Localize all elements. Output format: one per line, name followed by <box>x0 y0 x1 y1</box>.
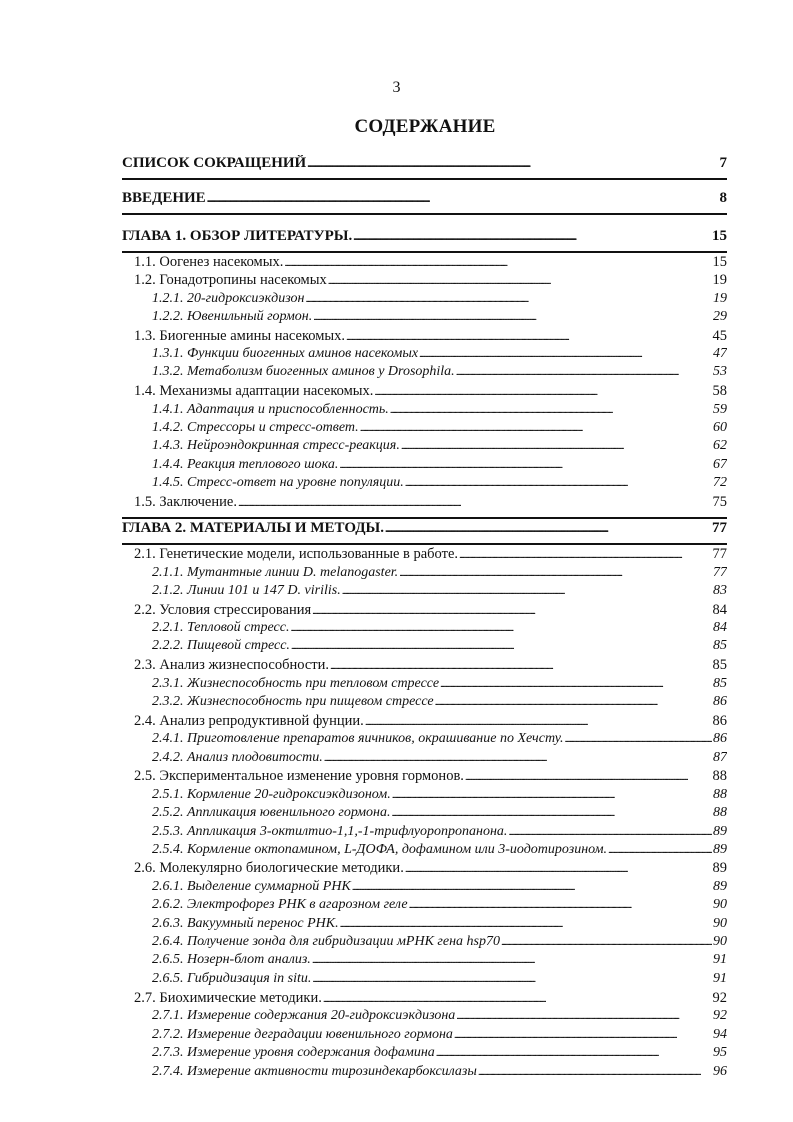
toc-entry-title: 2.6.2. Электрофорез РНК в агарозном геле <box>152 897 408 912</box>
toc-title: СОДЕРЖАНИЕ <box>354 116 496 137</box>
dot-leader <box>419 346 712 362</box>
toc-entry-title: 2.3. Анализ жизнеспособности. <box>134 657 329 673</box>
toc-entry-page: 75 <box>712 494 727 510</box>
dot-leader <box>312 952 712 968</box>
toc-entry-page: 77 <box>712 520 727 536</box>
toc-entry-page: 53 <box>713 364 727 379</box>
toc-entry-title: 1.4. Механизмы адаптации насекомых. <box>134 383 374 399</box>
toc-entry <box>152 1008 727 1024</box>
toc-entry <box>152 346 727 362</box>
toc-entry-title: 2.6. Молекулярно биологические методики. <box>134 860 404 876</box>
section-divider <box>122 213 727 215</box>
toc-entry <box>152 565 727 581</box>
section-divider <box>122 543 727 545</box>
dot-leader <box>565 731 712 747</box>
toc-entry <box>134 272 727 289</box>
toc-entry-title: 2.3.1. Жизнеспособность при тепловом стрессе <box>152 676 440 691</box>
toc-entry-page: 77 <box>713 565 727 580</box>
dot-leader <box>465 768 712 785</box>
toc-entry-title: 1.1. Оогенез насекомых. <box>134 254 284 270</box>
toc-entry <box>152 438 727 454</box>
toc-entry-page: 84 <box>713 620 727 635</box>
toc-entry <box>152 787 727 803</box>
toc-entry <box>152 620 727 636</box>
toc-entry-title: 2.4.2. Анализ плодовитости. <box>152 750 323 765</box>
toc-entry-title: 2.7. Биохимические методики. <box>134 990 322 1006</box>
dot-leader <box>312 971 712 987</box>
toc-entry <box>134 990 727 1007</box>
toc-entry-title: 2.4. Анализ репродуктивной фунции. <box>134 713 364 729</box>
toc-entry-title: 2.1.1. Мутантные линии D. melanogaster. <box>152 565 399 580</box>
toc-entry <box>134 254 727 271</box>
dot-leader <box>312 602 711 619</box>
toc-entry-title: ВВЕДЕНИЕ <box>122 190 206 206</box>
toc-entry <box>122 155 727 172</box>
toc-entry <box>134 860 727 877</box>
toc-entry-page: 15 <box>712 254 727 270</box>
dot-leader <box>238 494 712 511</box>
dot-leader <box>459 546 712 563</box>
toc-entry-page: 89 <box>713 879 727 894</box>
toc-entry-title: 1.4.2. Стрессоры и стресс-ответ. <box>152 420 359 435</box>
toc-entry <box>134 546 727 563</box>
toc-entry-title: ГЛАВА 1. ОБЗОР ЛИТЕРАТУРЫ. <box>122 228 353 244</box>
dot-leader <box>291 638 712 654</box>
toc-entry-page: 86 <box>712 713 727 729</box>
toc-entry <box>122 520 727 537</box>
dot-leader <box>328 272 712 289</box>
toc-entry <box>152 952 727 968</box>
section-divider <box>122 251 727 253</box>
toc-entry-page: 19 <box>713 291 727 306</box>
toc-entry-page: 67 <box>713 457 727 472</box>
dot-leader <box>608 842 712 858</box>
toc-entry-title: 2.7.3. Измерение уровня содержания дофамина <box>152 1045 435 1060</box>
toc-entry <box>152 364 727 380</box>
toc-entry-title: 2.6.3. Вакуумный перенос РНК. <box>152 916 339 931</box>
toc-entry <box>134 328 727 345</box>
toc-entry-page: 96 <box>713 1064 727 1079</box>
toc-entry <box>152 897 727 913</box>
toc-entry-page: 29 <box>713 309 727 324</box>
dot-leader <box>360 420 712 436</box>
toc-entry-page: 88 <box>713 805 727 820</box>
toc-entry-title: 2.4.1. Приготовление препаратов яичников, окрашивание по Хечсту. <box>152 731 564 746</box>
toc-entry <box>152 1045 727 1061</box>
toc-entry <box>134 602 727 619</box>
toc-entry-page: 85 <box>713 676 727 691</box>
toc-entry <box>152 583 727 599</box>
toc-entry-page: 15 <box>712 228 727 244</box>
toc-entry-title: 1.4.1. Адаптация и приспособленность. <box>152 402 389 417</box>
dot-leader <box>290 620 712 636</box>
toc-entry-page: 77 <box>712 546 727 562</box>
toc-entry-title: 2.7.1. Измерение содержания 20-гидроксиэкдизона <box>152 1008 456 1023</box>
dot-leader <box>323 990 712 1007</box>
toc-entry-title: 2.3.2. Жизнеспособность при пищевом стрессе <box>152 694 434 709</box>
section-divider <box>122 178 727 180</box>
toc-entry-page: 90 <box>713 897 727 912</box>
toc-entry-title: 1.3.1. Функции биогенных аминов насекомых <box>152 346 419 361</box>
dot-leader <box>454 1027 712 1043</box>
toc-entry <box>152 457 727 473</box>
toc-entry <box>134 494 727 511</box>
toc-entry-title: СПИСОК СОКРАЩЕНИЙ <box>122 155 307 171</box>
toc-entry <box>134 657 727 674</box>
toc-entry <box>152 420 727 436</box>
dot-leader <box>385 520 711 537</box>
toc-entry-page: 89 <box>712 860 727 876</box>
toc-entry <box>122 228 727 245</box>
toc-entry-title: 2.1. Генетические модели, использованные в работе. <box>134 546 458 562</box>
dot-leader <box>508 824 712 840</box>
dot-leader <box>284 254 711 271</box>
toc-entry <box>152 309 727 325</box>
toc-entry <box>152 879 727 895</box>
dot-leader <box>405 860 712 877</box>
dot-leader <box>307 155 718 172</box>
toc-entry <box>152 1027 727 1043</box>
toc-entry <box>152 402 727 418</box>
toc-entry-page: 83 <box>713 583 727 598</box>
dot-leader <box>456 1008 712 1024</box>
toc-entry-page: 84 <box>712 602 727 618</box>
page-number: 3 <box>392 79 401 96</box>
toc-entry-title: 1.2.1. 20-гидроксиэкдизон <box>152 291 305 306</box>
toc-entry-page: 90 <box>713 934 727 949</box>
toc-entry-page: 45 <box>712 328 727 344</box>
toc-entry-page: 92 <box>712 990 727 1006</box>
toc-entry-page: 59 <box>713 402 727 417</box>
toc-entry <box>152 805 727 821</box>
toc-entry-page: 86 <box>713 731 727 746</box>
toc-entry <box>122 190 727 207</box>
toc-entry-page: 87 <box>713 750 727 765</box>
toc-entry-title: 2.2. Условия стрессирования <box>134 602 312 618</box>
toc-entry-page: 85 <box>713 638 727 653</box>
toc-entry-title: 2.5.4. Кормление октопамином, L-ДОФА, дофамином или 3-иодотирозином. <box>152 842 608 857</box>
toc-entry-title: 2.6.1. Выделение суммарной РНК <box>152 879 351 894</box>
toc-entry-title: 1.3.2. Метаболизм биогенных аминов у Drosophila. <box>152 364 455 379</box>
toc-entry <box>152 842 727 858</box>
toc-entry-page: 94 <box>713 1027 727 1042</box>
toc-entry-title: 2.5.3. Аппликация 3-октилтио-1,1,-1-трифлуоропропанона. <box>152 824 508 839</box>
toc-entry-page: 62 <box>713 438 727 453</box>
dot-leader <box>392 805 713 821</box>
toc-entry <box>152 750 727 766</box>
toc-entry <box>134 768 727 785</box>
toc-entry <box>152 1064 727 1080</box>
toc-entry <box>152 971 727 987</box>
dot-leader <box>392 787 712 803</box>
toc-entry-title: 2.1.2. Линии 101 и 147 D. virilis. <box>152 583 341 598</box>
toc-entry-title: 1.4.4. Реакция теплового шока. <box>152 457 339 472</box>
dot-leader <box>339 457 712 473</box>
dot-leader <box>401 438 712 454</box>
dot-leader <box>352 879 712 895</box>
toc-entry-page: 86 <box>713 694 727 709</box>
toc-entry-title: 1.2. Гонадотропины насекомых <box>134 272 327 288</box>
toc-entry <box>134 713 727 730</box>
toc-entry-title: 2.7.4. Измерение активности тирозиндекарбоксилазы <box>152 1064 477 1079</box>
dot-leader <box>342 583 712 599</box>
toc-entry-page: 8 <box>719 190 727 206</box>
toc-entry-title: 2.6.5. Нозерн-блот анализ. <box>152 952 311 967</box>
dot-leader <box>405 475 712 491</box>
dot-leader <box>390 402 712 418</box>
toc-entry <box>152 916 727 932</box>
dot-leader <box>374 383 711 400</box>
dot-leader <box>330 657 712 674</box>
toc-entry <box>152 824 727 840</box>
toc-entry-title: 2.5.2. Аппликация ювенильного гормона. <box>152 805 391 820</box>
toc-entry-page: 92 <box>713 1008 727 1023</box>
toc-entry <box>152 475 727 491</box>
toc-entry-title: 2.2.1. Тепловой стресс. <box>152 620 290 635</box>
toc-entry-page: 91 <box>713 952 727 967</box>
dot-leader <box>399 565 712 581</box>
toc-entry <box>152 694 727 710</box>
toc-entry-page: 60 <box>713 420 727 435</box>
toc-entry-title: 1.3. Биогенные амины насекомых. <box>134 328 346 344</box>
dot-leader <box>436 1045 712 1061</box>
toc-entry-page: 19 <box>712 272 727 288</box>
dot-leader <box>353 228 711 245</box>
toc-entry-page: 90 <box>713 916 727 931</box>
toc-entry-page: 72 <box>713 475 727 490</box>
dot-leader <box>478 1064 712 1080</box>
toc-entry <box>152 291 727 307</box>
toc-entry-title: 2.7.2. Измерение деградации ювенильного гормона <box>152 1027 453 1042</box>
toc-entry <box>134 383 727 400</box>
toc-entry-title: 1.4.5. Стресс-ответ на уровне популяции. <box>152 475 404 490</box>
dot-leader <box>346 328 711 345</box>
dot-leader <box>340 916 712 932</box>
dot-leader <box>409 897 712 913</box>
dot-leader <box>207 190 719 207</box>
toc-entry <box>152 934 727 950</box>
dot-leader <box>440 676 712 692</box>
toc-entry-page: 58 <box>712 383 727 399</box>
dot-leader <box>501 934 712 950</box>
toc-entry-page: 85 <box>712 657 727 673</box>
dot-leader <box>435 694 712 710</box>
toc-entry-title: 1.2.2. Ювенильный гормон. <box>152 309 313 324</box>
toc-entry-title: 2.6.5. Гибридизация in situ. <box>152 971 312 986</box>
section-divider <box>122 517 727 519</box>
toc-entry-page: 95 <box>713 1045 727 1060</box>
toc-entry-page: 88 <box>712 768 727 784</box>
toc-entry-title: 2.6.4. Получение зонда для гибридизации мРНК гена hsp70 <box>152 934 500 949</box>
toc-entry <box>152 676 727 692</box>
toc-entry-page: 89 <box>713 842 727 857</box>
toc-entry-title: ГЛАВА 2. МАТЕРИАЛЫ И МЕТОДЫ. <box>122 520 385 536</box>
toc-entry <box>152 731 727 747</box>
toc-entry-page: 91 <box>713 971 727 986</box>
dot-leader <box>456 364 712 380</box>
dot-leader <box>365 713 712 730</box>
toc-entry-title: 1.5. Заключение. <box>134 494 237 510</box>
toc-entry <box>152 638 727 654</box>
dot-leader <box>305 291 712 307</box>
toc-entry-title: 2.2.2. Пищевой стресс. <box>152 638 290 653</box>
toc-entry-title: 2.5. Экспериментальное изменение уровня гормонов. <box>134 768 464 784</box>
toc-entry-page: 89 <box>713 824 727 839</box>
toc-entry-page: 47 <box>713 346 727 361</box>
toc-entry-title: 1.4.3. Нейроэндокринная стресс-реакция. <box>152 438 400 453</box>
dot-leader <box>313 309 712 325</box>
toc-entry-page: 88 <box>713 787 727 802</box>
dot-leader <box>324 750 712 766</box>
toc-entry-page: 7 <box>719 155 727 171</box>
toc-entry-title: 2.5.1. Кормление 20-гидроксиэкдизоном. <box>152 787 391 802</box>
